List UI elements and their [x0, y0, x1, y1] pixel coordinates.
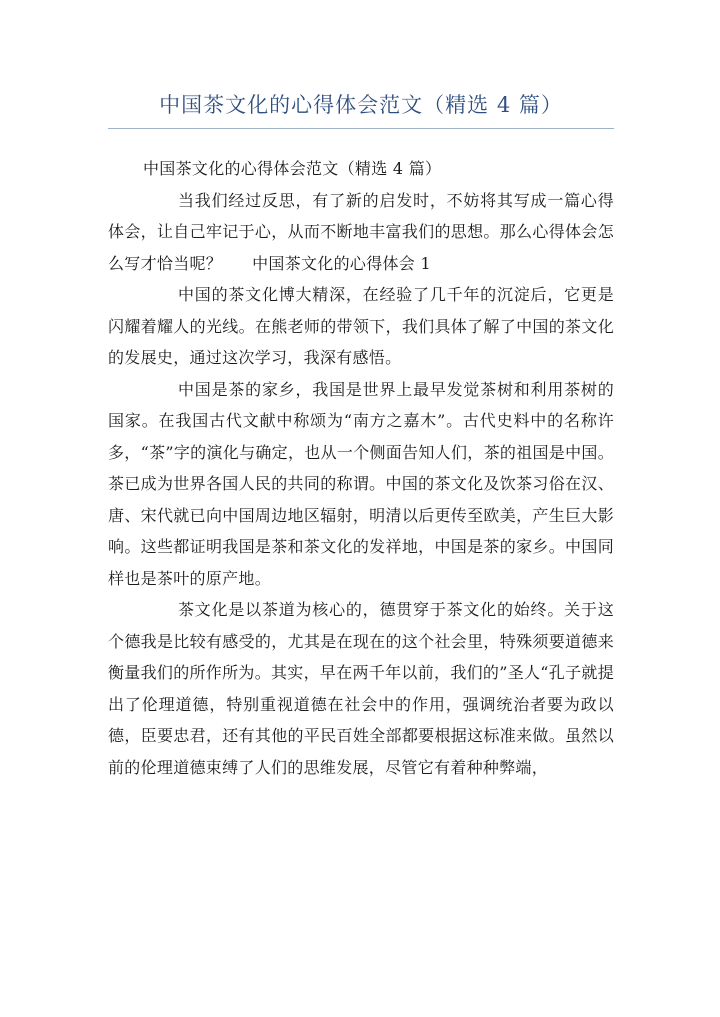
intro-paragraph — [108, 185, 614, 280]
document-subtitle: 中国茶文化的心得体会范文（精选 4 篇） — [143, 159, 442, 178]
title-divider — [108, 128, 614, 129]
intro-text: 当我们经过反思，有了新的启发时，不妨将其写成一篇心得体会，让自己牢记于心，从而不断地丰富我们的思想。那么心得体会怎么写才恰当呢？ — [108, 190, 614, 273]
document-title: 中国茶文化的心得体会范文（精选 4 篇） — [159, 93, 563, 117]
body-paragraph: 中国是茶的家乡，我国是世界上最早发觉茶树和利用茶树的国家。在我国古代文献中称颂为“南方之嘉木”。古代史料中的名称许多，“茶”字的演化与确定，也从一个侧面告知人们，茶的祖国是中国。茶已成为世界各国人民的共同的称谓。中国的茶文化及饮茶习俗在汉、唐、宋代就已向中国周边地区辐射，明清以后更传至欧美，产生巨大影响。这些都证明我国是茶和茶文化的发祥地，中国是茶的家乡。中国同样也是茶叶的原产地。 — [108, 379, 614, 588]
body-paragraph: 茶文化是以茶道为核心的，德贯穿于茶文化的始终。关于这个德我是比较有感受的，尤其是在现在的这个社会里，特殊须要道德来衡量我们的所作所为。其实，早在两千年以前，我们的”圣人“孔子就提出了伦理道德，特别重视道德在社会中的作用，强调统治者要为政以德，臣要忠君，还有其他的平民百姓全部都要根据这标准来做。虽然以前的伦理道德束缚了人们的思维发展，尽管它有着种种弊端， — [108, 600, 614, 777]
body-paragraph: 中国的茶文化博大精深，在经验了几千年的沉淀后，它更是闪耀着耀人的光线。在熊老师的带领下，我们具体了解了中国的茶文化的发展史，通过这次学习，我深有感悟。 — [108, 285, 614, 367]
section-heading: 中国茶文化的心得体会 1 — [252, 253, 431, 273]
document-body — [108, 153, 614, 783]
